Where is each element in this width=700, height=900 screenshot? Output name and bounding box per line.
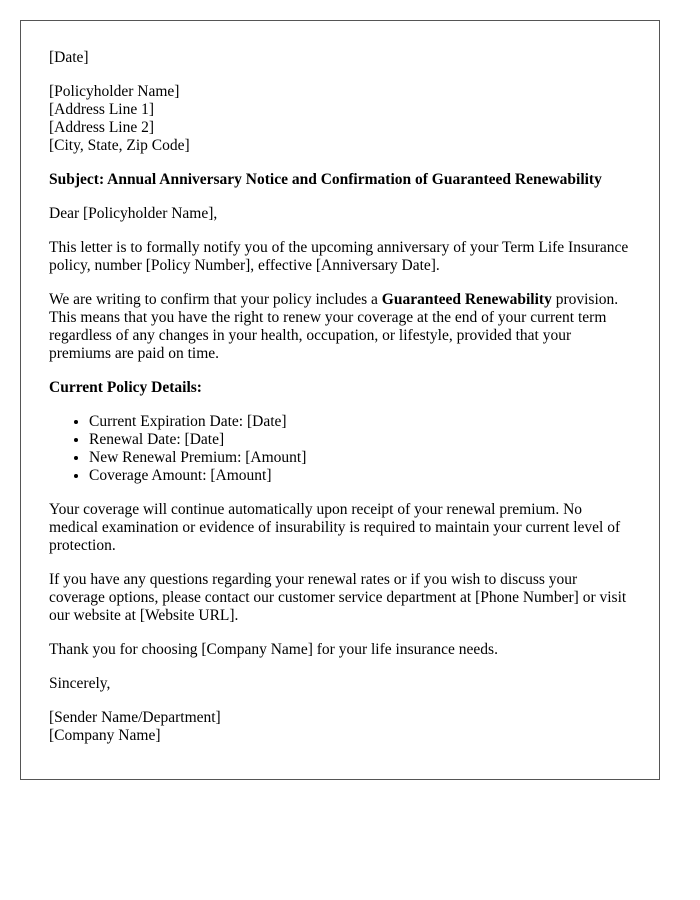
paragraph-thank-you: Thank you for choosing [Company Name] for your life insurance needs. (49, 641, 498, 658)
detail-renewal-date: • Renewal Date: [Date] (89, 431, 631, 449)
recipient-address-line-2: [Address Line 2] (49, 119, 155, 136)
policy-details-heading: Current Policy Details: (49, 379, 202, 396)
paragraph-contact-info: If you have any questions regarding your renewal rates or if you wish to discuss your coverage options, please contact our customer service department at [Phone Number] or visit our website at [Website URL]. (49, 571, 627, 624)
renewability-explanation-text: provision. This means that you have the right to renew your coverage at the end of your current term regardless of any changes in your health, occupation, or lifestyle, provided that your premiums are paid on time. (49, 291, 619, 362)
detail-coverage-amount: • Coverage Amount: [Amount] (89, 467, 631, 485)
paragraph-automatic-continuation: Your coverage will continue automatically upon receipt of your renewal premium. No medical examination or evidence of insurability is required to maintain your current level of protection. (49, 501, 621, 554)
paragraph-anniversary-notice: This letter is to formally notify you of the upcoming anniversary of your Term Life Insurance policy, number [Policy Number], effective [Anniversary Date]. (49, 239, 629, 274)
policy-details-list (49, 413, 631, 485)
recipient-name: [Policyholder Name] (49, 83, 180, 100)
renewability-intro-text: We are writing to confirm that your policy includes a (49, 291, 382, 308)
date-text: [Date] (49, 49, 89, 66)
sender-name: [Sender Name/Department] (49, 709, 221, 726)
letter-page (20, 20, 660, 780)
sender-company: [Company Name] (49, 727, 161, 744)
closing: Sincerely, (49, 675, 111, 692)
detail-renewal-premium: • New Renewal Premium: [Amount] (89, 449, 631, 467)
paragraph-guaranteed-renewability (49, 291, 631, 363)
letter-date (49, 49, 631, 67)
recipient-city-state-zip: [City, State, Zip Code] (49, 137, 190, 154)
recipient-address (49, 83, 631, 155)
detail-expiration-date: • Current Expiration Date: [Date] (89, 413, 631, 431)
salutation: Dear [Policyholder Name], (49, 205, 218, 222)
sender-signature (49, 709, 631, 745)
subject-line: Subject: Annual Anniversary Notice and Confirmation of Guaranteed Renewability (49, 171, 602, 188)
recipient-address-line-1: [Address Line 1] (49, 101, 155, 118)
renewability-bold-term: Guaranteed Renewability (381, 291, 552, 308)
